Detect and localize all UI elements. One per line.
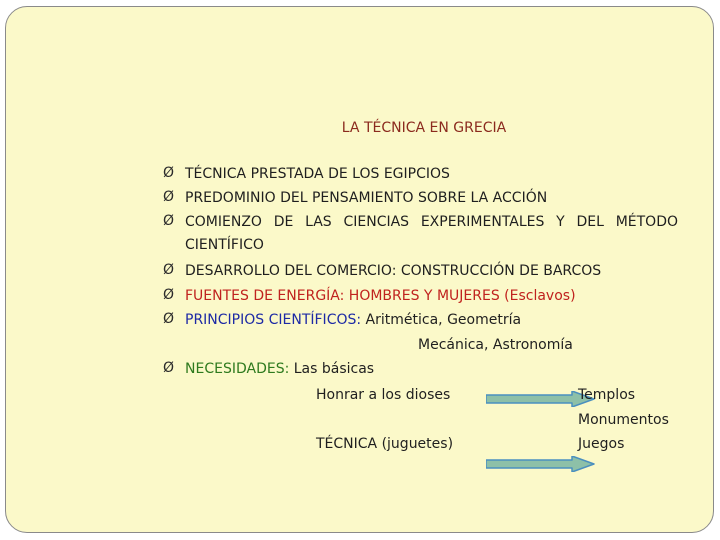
bullet-icon: Ø bbox=[163, 165, 175, 181]
needs-honor-gods: Honrar a los dioses bbox=[316, 387, 451, 403]
energy-detail: (Esclavos) bbox=[499, 288, 576, 304]
item-scientific-principles bbox=[185, 311, 521, 329]
needs-detail: Las básicas bbox=[289, 361, 375, 377]
bullet-icon: Ø bbox=[163, 189, 175, 205]
bullet-icon: Ø bbox=[163, 360, 175, 376]
arrow-right-icon bbox=[486, 456, 596, 472]
principles-detail: Aritmética, Geometría bbox=[361, 312, 522, 328]
item-experimental-sciences-line1: COMIENZO DE LAS CIENCIAS EXPERIMENTALES Y DEL MÉTODO bbox=[185, 214, 678, 230]
item-borrowed-technique: TÉCNICA PRESTADA DE LOS EGIPCIOS bbox=[185, 166, 450, 182]
principles-line2: Mecánica, Astronomía bbox=[418, 337, 573, 353]
bullet-icon: Ø bbox=[163, 311, 175, 327]
needs-label: NECESIDADES: bbox=[185, 361, 290, 377]
bullet-icon: Ø bbox=[163, 213, 175, 229]
item-needs bbox=[185, 360, 374, 378]
energy-label: FUENTES DE ENERGÍA: HOMBRES Y MUJERES bbox=[185, 288, 500, 304]
item-commerce: DESARROLLO DEL COMERCIO: CONSTRUCCIÓN DE BARCOS bbox=[185, 263, 602, 279]
principles-label: PRINCIPIOS CIENTÍFICOS: bbox=[185, 312, 362, 328]
bullet-icon: Ø bbox=[163, 287, 175, 303]
needs-technique-toys: TÉCNICA (juguetes) bbox=[316, 436, 454, 452]
needs-games: Juegos bbox=[578, 436, 625, 452]
item-energy-sources bbox=[185, 287, 576, 305]
item-thought-over-action: PREDOMINIO DEL PENSAMIENTO SOBRE LA ACCIÓN bbox=[185, 190, 548, 206]
needs-temples: Templos bbox=[578, 387, 636, 403]
needs-monuments: Monumentos bbox=[578, 412, 669, 428]
item-experimental-sciences-line2: CIENTÍFICO bbox=[185, 237, 264, 253]
bullet-icon: Ø bbox=[163, 262, 175, 278]
slide-title: LA TÉCNICA EN GRECIA bbox=[341, 120, 507, 136]
